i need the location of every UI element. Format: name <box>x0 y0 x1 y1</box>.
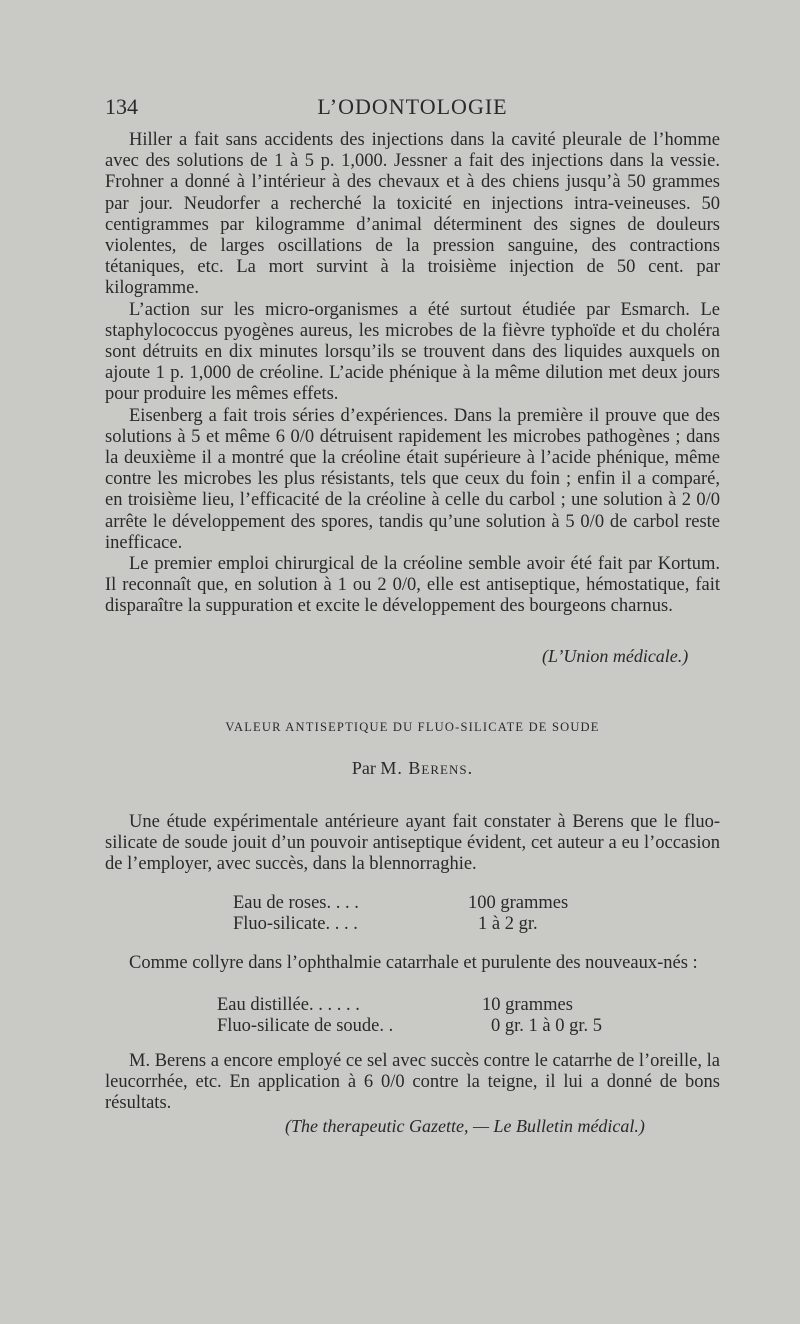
section-title: VALEUR ANTISEPTIQUE DU FLUO-SILICATE DE SOUDE <box>225 720 600 734</box>
recipe-table <box>233 893 633 935</box>
paragraph: L’action sur les micro-organismes a été surtout étudiée par Esmarch. Le staphylococcus pyogènes aureus, les microbes de la fièvre typhoïde et du choléra sont détruits en dix minutes lorsqu’ils se trouvent dans des liquides auxquels on ajoute 1 p. 1,000 de créoline. L’acide phénique à la même dilution met deux jours pour produire les mêmes effets. <box>105 299 720 405</box>
author-prefix: Par <box>351 758 376 778</box>
ingredient: Eau de roses. . . . <box>233 893 359 913</box>
recipe-row <box>217 1016 637 1037</box>
recipe-row <box>233 914 633 935</box>
page-number: 134 <box>105 94 138 119</box>
source-citation: (The therapeutic Gazette, — Le Bulletin médical.) <box>285 1116 645 1136</box>
recipe-row <box>217 995 637 1016</box>
quantity: 10 grammes <box>482 995 573 1015</box>
paragraph: Hiller a fait sans accidents des injections dans la cavité pleurale de l’homme avec des solutions de 1 à 5 p. 1,000. Jessner a fait des injections dans la vessie. Frohner a donné à l’intérieur à des chevaux et à des chiens jusqu’à 50 grammes par jour. Neudorfer a recherché la toxicité en injections intra-veineuses. 50 centigrammes par kilogramme d’animal déterminent des signes de douleurs violentes, de larges oscillations de la pression sanguine, des contractions tétaniques, etc. La mort survint à la troisième injection de 50 cent. par kilogramme. <box>105 130 720 299</box>
paragraph: Le premier emploi chirurgical de la créoline semble avoir été fait par Kortum. Il reconnaît que, en solution à 1 ou 2 0/0, elle est antiseptique, hémostatique, fait disparaître la suppuration et excite le développement des bourgeons charnus. <box>105 554 720 617</box>
quantity: 1 à 2 gr. <box>478 914 538 934</box>
quantity: 100 grammes <box>468 893 569 913</box>
ingredient: Fluo-silicate de soude. . <box>217 1016 394 1036</box>
article-creoline-body <box>105 130 720 618</box>
ingredient: Eau distillée. . . . . . <box>217 995 360 1015</box>
ingredient: Fluo-silicate. . . . <box>233 914 358 934</box>
page-header <box>105 94 720 124</box>
collyre-intro <box>105 953 720 974</box>
quantity: 0 gr. 1 à 0 gr. 5 <box>491 1016 602 1036</box>
closing-paragraph <box>105 1051 720 1115</box>
author-line <box>105 758 720 779</box>
paragraph: Une étude expérimentale antérieure ayant fait constater à Berens que le fluo-silicate de soude jouit d’un pouvoir antiseptique évident, cet auteur a eu l’occasion de l’employer, avec succès, dans la blennorraghie. <box>105 812 720 875</box>
running-title: L’ODONTOLOGIE <box>317 94 508 119</box>
paragraph: Comme collyre dans l’ophthalmie catarrhale et purulente des nouveaux-nés : <box>129 953 698 973</box>
recipe-row <box>233 893 633 914</box>
paragraph: M. Berens a encore employé ce sel avec succès contre le catarrhe de l’oreille, la leucorrhée, etc. En application à 6 0/0 contre la teigne, il lui a donné de bons résultats. <box>105 1051 720 1114</box>
article-intro <box>105 812 720 876</box>
recipe-table <box>217 995 637 1037</box>
paragraph: Eisenberg a fait trois séries d’expériences. Dans la première il prouve que des solutions à 5 et même 6 0/0 détruisent rapidement les microbes pathogènes ; dans la deuxième il a montré que la créoline était supérieure à l’acide phénique, même contre les microbes les plus résistants, tels que ceux du foin ; enfin il a comparé, en troisième lieu, l’efficacité de la créoline à celle du carbol ; une solution à 2 0/0 arrête le développement des spores, tandis qu’une solution à 5 0/0 de carbol reste inefficace. <box>105 405 720 553</box>
source-citation: (L’Union médicale.) <box>542 646 689 666</box>
author-name: M. Berens. <box>380 758 474 778</box>
